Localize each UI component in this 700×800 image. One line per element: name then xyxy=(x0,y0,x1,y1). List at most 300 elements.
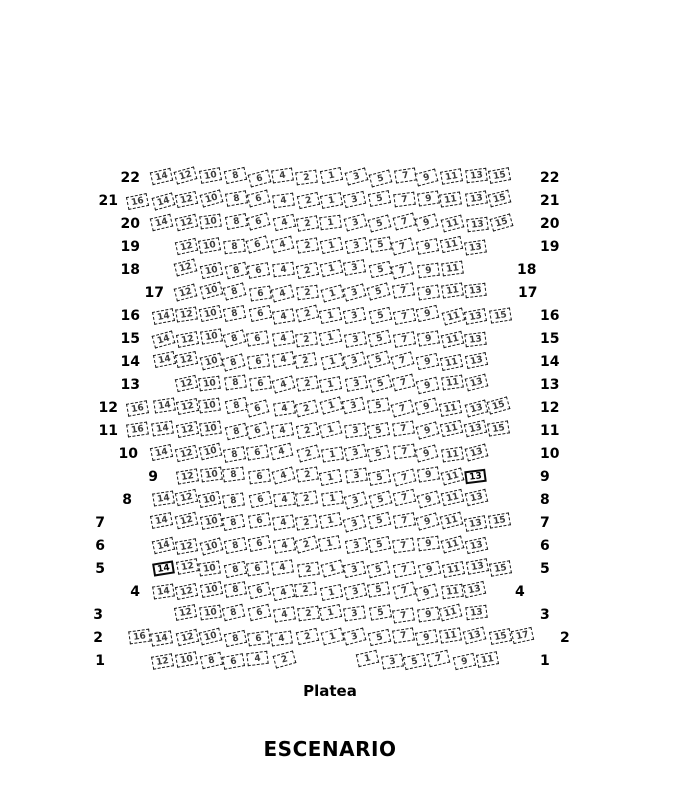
seat[interactable]: 11 xyxy=(441,282,464,298)
seat[interactable]: 11 xyxy=(439,192,462,208)
seat[interactable]: 11 xyxy=(440,354,463,371)
seat[interactable]: 13 xyxy=(465,400,489,418)
seat[interactable]: 6 xyxy=(246,212,270,230)
seat[interactable]: 9 xyxy=(415,377,438,395)
seat[interactable]: 13 xyxy=(464,516,487,533)
seat[interactable]: 14 xyxy=(153,490,176,506)
seat[interactable]: 2 xyxy=(272,651,296,669)
seat[interactable]: 3 xyxy=(345,537,368,554)
seat[interactable]: 15 xyxy=(489,560,512,576)
seat[interactable]: 2 xyxy=(295,490,318,506)
seat[interactable]: 7 xyxy=(393,489,416,506)
seat[interactable]: 10 xyxy=(199,305,222,322)
seat[interactable]: 2 xyxy=(296,467,319,483)
seat[interactable]: 3 xyxy=(342,283,366,301)
seat[interactable]: 2 xyxy=(295,399,319,417)
seat[interactable]: 14 xyxy=(150,513,173,530)
seat[interactable]: 4 xyxy=(272,309,295,325)
seat[interactable]: 10 xyxy=(198,491,221,508)
seat[interactable]: 9 xyxy=(415,584,439,602)
seat[interactable]: 3 xyxy=(343,307,366,324)
seat[interactable]: 12 xyxy=(176,421,199,438)
seat[interactable]: 9 xyxy=(414,398,438,416)
seat[interactable]: 2 xyxy=(296,305,320,323)
seat[interactable]: 5 xyxy=(370,237,393,253)
seat[interactable]: 16 xyxy=(126,421,149,437)
seat[interactable]: 9 xyxy=(416,353,439,370)
seat[interactable]: 14 xyxy=(151,630,174,646)
seat[interactable]: 4 xyxy=(272,262,294,277)
seat[interactable]: 4 xyxy=(272,352,295,368)
seat[interactable]: 12 xyxy=(174,213,197,231)
seat[interactable]: 11 xyxy=(441,488,464,505)
seat[interactable]: 4 xyxy=(270,442,293,460)
seat[interactable]: 1 xyxy=(319,308,342,325)
seat[interactable]: 13 xyxy=(463,627,487,645)
seat[interactable]: 10 xyxy=(199,168,222,185)
seat[interactable]: 1 xyxy=(320,237,343,254)
seat[interactable]: 4 xyxy=(273,492,295,508)
seat[interactable]: 5 xyxy=(369,307,392,324)
seat[interactable]: 10 xyxy=(175,651,198,668)
seat[interactable]: 1 xyxy=(320,192,343,209)
seat[interactable]: 15 xyxy=(487,396,511,414)
seat[interactable]: 5 xyxy=(368,214,392,232)
seat[interactable]: 5 xyxy=(368,170,392,188)
seat[interactable]: 15 xyxy=(488,512,511,528)
seat[interactable]: 9 xyxy=(415,213,439,231)
seat[interactable]: 10 xyxy=(198,237,221,254)
seat[interactable]: 14 xyxy=(150,214,173,232)
seat[interactable]: 7 xyxy=(392,538,415,554)
seat[interactable]: 5 xyxy=(367,351,391,369)
seat[interactable]: 1 xyxy=(319,376,342,393)
seat[interactable]: 10 xyxy=(198,376,221,392)
seat[interactable]: 12 xyxy=(175,539,198,556)
seat[interactable]: 2 xyxy=(296,422,319,439)
seat[interactable]: 6 xyxy=(247,604,270,621)
seat[interactable]: 11 xyxy=(441,308,465,326)
seat[interactable]: 7 xyxy=(393,420,416,436)
seat[interactable]: 8 xyxy=(222,330,246,348)
seat[interactable]: 3 xyxy=(345,467,368,483)
seat[interactable]: 2 xyxy=(297,445,321,463)
seat[interactable]: 4 xyxy=(273,538,296,554)
seat[interactable]: 1 xyxy=(320,260,343,277)
seat[interactable]: 7 xyxy=(391,399,415,417)
seat[interactable]: 16 xyxy=(126,400,149,417)
seat[interactable]: 3 xyxy=(345,375,368,392)
seat[interactable]: 4 xyxy=(246,651,268,666)
seat[interactable]: 4 xyxy=(270,631,293,647)
seat[interactable]: 10 xyxy=(199,604,222,620)
seat[interactable]: 3 xyxy=(343,259,366,275)
seat[interactable]: 11 xyxy=(439,604,463,622)
seat[interactable]: 15 xyxy=(488,167,511,184)
seat[interactable]: 8 xyxy=(224,167,247,184)
seat[interactable]: 4 xyxy=(273,401,296,417)
seat[interactable]: 7 xyxy=(427,650,450,668)
seat[interactable]: 9 xyxy=(418,263,441,279)
seat[interactable]: 8 xyxy=(223,239,245,255)
seat[interactable]: 8 xyxy=(222,493,245,509)
seat[interactable]: 5 xyxy=(369,490,393,508)
seat[interactable]: 12 xyxy=(175,238,198,255)
seat[interactable]: 8 xyxy=(225,262,248,280)
seat[interactable]: 6 xyxy=(249,376,272,392)
seat[interactable]: 13 xyxy=(466,559,489,576)
seat[interactable]: 5 xyxy=(367,581,390,597)
seat[interactable]: 3 xyxy=(344,331,367,347)
seat[interactable]: 1 xyxy=(319,512,342,529)
seat[interactable]: 14 xyxy=(152,309,175,326)
seat[interactable]: 12 xyxy=(176,558,199,575)
seat[interactable]: 2 xyxy=(295,582,317,597)
seat[interactable]: 2 xyxy=(295,514,318,530)
seat[interactable]: 2 xyxy=(296,237,319,253)
seat[interactable]: 11 xyxy=(441,331,464,348)
seat[interactable]: 10 xyxy=(200,538,224,556)
seat[interactable]: 3 xyxy=(343,606,366,622)
seat[interactable]: 10 xyxy=(198,560,221,576)
seat[interactable]: 9 xyxy=(416,238,439,255)
seat[interactable]: 15 xyxy=(489,308,512,324)
seat[interactable]: 11 xyxy=(440,512,464,530)
seat[interactable]: 12 xyxy=(173,258,197,276)
seat[interactable]: 13 xyxy=(465,168,487,184)
seat[interactable]: 5 xyxy=(366,283,390,301)
seat[interactable]: 13 xyxy=(465,283,487,298)
seat[interactable]: 2 xyxy=(296,284,318,300)
seat[interactable]: 11 xyxy=(440,467,464,485)
seat[interactable]: 7 xyxy=(392,213,416,231)
seat[interactable]: 2 xyxy=(296,628,319,645)
seat[interactable]: 8 xyxy=(222,467,245,483)
seat[interactable]: 12 xyxy=(175,306,198,322)
seat[interactable]: 4 xyxy=(273,607,296,623)
seat[interactable]: 2 xyxy=(297,192,320,209)
seat[interactable]: 9 xyxy=(415,168,439,186)
seat[interactable]: 6 xyxy=(249,286,272,302)
seat[interactable]: 4 xyxy=(272,584,295,601)
seat[interactable]: 15 xyxy=(489,628,512,645)
seat[interactable]: 10 xyxy=(200,262,223,279)
seat[interactable]: 2 xyxy=(296,262,319,279)
seat[interactable]: 3 xyxy=(344,213,368,231)
seat[interactable]: 12 xyxy=(175,583,198,600)
seat[interactable]: 8 xyxy=(225,397,248,414)
seat[interactable]: 14 xyxy=(152,583,175,599)
seat[interactable]: 3 xyxy=(342,397,365,414)
seat[interactable]: 4 xyxy=(271,466,295,484)
seat[interactable]: 11 xyxy=(442,561,465,578)
seat[interactable]: 8 xyxy=(223,446,246,463)
seat[interactable]: 13 xyxy=(465,489,488,506)
seat[interactable]: 6 xyxy=(246,399,270,417)
seat[interactable]: 10 xyxy=(200,329,223,345)
seat[interactable]: 9 xyxy=(418,536,441,552)
seat[interactable]: 10 xyxy=(199,421,222,437)
seat[interactable]: 5 xyxy=(366,422,389,439)
seat[interactable]: 13 xyxy=(466,190,489,206)
seat[interactable]: 4 xyxy=(272,514,295,530)
seat[interactable]: 16 xyxy=(128,629,151,645)
seat[interactable]: 14 xyxy=(150,167,173,184)
seat[interactable]: 8 xyxy=(222,353,246,371)
seat[interactable]: 11 xyxy=(476,651,499,668)
seat[interactable]: 12 xyxy=(174,284,198,302)
seat[interactable]: 2 xyxy=(294,535,318,553)
seat[interactable]: 1 xyxy=(321,447,344,463)
seat[interactable]: 1 xyxy=(320,584,343,601)
seat[interactable]: 8 xyxy=(224,581,247,597)
seat[interactable]: 17 xyxy=(511,627,534,644)
seat[interactable]: 13 xyxy=(466,605,488,620)
seat[interactable]: 11 xyxy=(441,584,463,600)
seat[interactable]: 6 xyxy=(248,512,271,528)
seat[interactable]: 5 xyxy=(368,536,391,553)
seat[interactable]: 16 xyxy=(126,193,149,210)
seat[interactable]: 9 xyxy=(415,422,439,440)
seat[interactable]: 6 xyxy=(246,235,270,253)
seat[interactable]: 4 xyxy=(273,214,296,231)
seat[interactable]: 1 xyxy=(321,491,344,507)
seat[interactable]: 12 xyxy=(151,653,174,669)
seat[interactable]: 12 xyxy=(175,512,198,530)
seat[interactable]: 6 xyxy=(247,354,270,370)
seat[interactable]: 13 xyxy=(465,373,489,391)
seat[interactable]: 13 xyxy=(464,420,487,437)
seat[interactable]: 5 xyxy=(369,260,392,277)
seat[interactable]: 2 xyxy=(296,215,319,231)
seat[interactable]: 12 xyxy=(174,191,197,208)
seat[interactable]: 14 xyxy=(153,398,176,414)
seat[interactable]: 9 xyxy=(417,607,440,623)
seat[interactable]: 2 xyxy=(296,332,319,348)
seat[interactable]: 6 xyxy=(222,653,245,670)
seat[interactable]: 7 xyxy=(390,238,414,256)
seat[interactable]: 9 xyxy=(417,491,441,509)
seat[interactable]: 11 xyxy=(442,374,465,390)
seat[interactable]: 12 xyxy=(174,166,198,184)
seat[interactable]: 10 xyxy=(199,628,223,646)
seat[interactable]: 10 xyxy=(200,513,223,530)
seat[interactable]: 12 xyxy=(174,604,197,621)
seat[interactable]: 6 xyxy=(246,444,269,460)
seat[interactable]: 4 xyxy=(271,423,294,439)
seat[interactable]: 15 xyxy=(487,421,510,437)
seat[interactable]: 8 xyxy=(223,305,246,322)
seat[interactable]: 14 xyxy=(150,444,173,461)
seat[interactable]: 8 xyxy=(222,282,246,300)
seat[interactable]: 11 xyxy=(441,214,465,232)
seat[interactable]: 4 xyxy=(271,235,295,253)
seat[interactable]: 7 xyxy=(392,282,415,298)
seat[interactable]: 7 xyxy=(393,561,416,578)
seat[interactable]: 5 xyxy=(369,604,392,620)
seat[interactable]: 5 xyxy=(368,330,391,347)
seat[interactable]: 9 xyxy=(453,653,476,670)
seat[interactable]: 10 xyxy=(200,581,223,598)
seat[interactable]: 1 xyxy=(319,214,341,230)
seat[interactable]: 10 xyxy=(201,466,224,482)
seat[interactable]: 11 xyxy=(440,168,463,184)
seat[interactable]: 7 xyxy=(393,469,417,487)
seat[interactable]: 12 xyxy=(175,488,198,505)
seat[interactable]: 12 xyxy=(175,375,198,392)
seat[interactable]: 1 xyxy=(319,420,343,438)
seat[interactable]: 13 xyxy=(463,581,486,598)
seat[interactable]: 5 xyxy=(367,560,391,578)
seat[interactable]: 14 xyxy=(152,351,175,368)
seat[interactable]: 4 xyxy=(271,168,294,184)
seat[interactable]: 9 xyxy=(416,305,439,322)
seat[interactable]: 9 xyxy=(417,561,440,578)
seat[interactable]: 6 xyxy=(249,491,272,508)
seat[interactable]: 8 xyxy=(224,561,247,578)
seat[interactable]: 11 xyxy=(441,446,464,462)
seat[interactable]: 5 xyxy=(367,444,390,462)
seat[interactable]: 7 xyxy=(391,352,415,370)
seat[interactable]: 12 xyxy=(176,628,199,645)
seat[interactable]: 9 xyxy=(418,331,441,347)
seat[interactable]: 3 xyxy=(344,423,367,439)
seat[interactable]: 13 xyxy=(464,332,486,348)
seat[interactable]: 12 xyxy=(176,332,199,349)
seat[interactable]: 1 xyxy=(320,284,344,302)
seat[interactable]: 13 xyxy=(465,352,488,369)
seat[interactable]: 1 xyxy=(320,167,343,184)
seat[interactable]: 3 xyxy=(343,351,367,369)
seat[interactable]: 6 xyxy=(247,581,270,598)
seat[interactable]: 6 xyxy=(247,170,271,188)
seat[interactable]: 5 xyxy=(368,629,391,646)
seat[interactable]: 7 xyxy=(392,608,415,624)
seat[interactable]: 9 xyxy=(418,190,441,206)
seat[interactable]: 10 xyxy=(199,213,222,229)
seat[interactable]: 11 xyxy=(439,400,462,417)
seat[interactable]: 3 xyxy=(344,583,367,601)
seat[interactable]: 6 xyxy=(248,631,271,647)
seat[interactable]: 15 xyxy=(488,189,512,207)
seat[interactable]: 6 xyxy=(248,468,271,484)
seat[interactable]: 14 xyxy=(152,330,176,348)
seat[interactable]: 7 xyxy=(394,168,417,184)
seat[interactable]: 9 xyxy=(417,466,440,482)
seat[interactable]: 4 xyxy=(272,375,296,393)
seat[interactable]: 9 xyxy=(415,445,439,463)
seat[interactable]: 3 xyxy=(344,492,368,510)
seat[interactable]: 6 xyxy=(249,305,272,322)
seat[interactable]: 3 xyxy=(343,191,366,208)
seat[interactable]: 13 xyxy=(464,240,487,256)
seat[interactable]: 3 xyxy=(344,237,367,254)
seat[interactable]: 11 xyxy=(439,628,462,644)
seat[interactable]: 5 xyxy=(368,512,391,529)
seat[interactable]: 3 xyxy=(342,515,366,533)
seat[interactable]: 7 xyxy=(393,308,416,325)
seat[interactable]: 1 xyxy=(321,628,345,646)
seat[interactable]: 3 xyxy=(343,560,366,577)
seat[interactable]: 8 xyxy=(222,604,245,622)
seat[interactable]: 7 xyxy=(393,331,416,347)
seat[interactable]: 5 xyxy=(367,397,390,413)
seat[interactable]: 10 xyxy=(198,398,221,414)
seat[interactable]: 7 xyxy=(393,512,416,528)
seat[interactable]: 11 xyxy=(441,535,465,553)
seat[interactable]: 7 xyxy=(392,373,416,391)
seat[interactable]: 5 xyxy=(368,374,392,392)
seat[interactable]: 10 xyxy=(199,442,222,460)
seat[interactable]: 4 xyxy=(271,285,295,303)
seat[interactable]: 8 xyxy=(224,374,247,390)
seat[interactable]: 6 xyxy=(246,561,269,577)
seat[interactable]: 1 xyxy=(319,604,342,621)
seat[interactable]: 1 xyxy=(318,329,341,346)
seat[interactable]: 1 xyxy=(320,397,344,415)
seat[interactable]: 8 xyxy=(224,630,247,647)
seat[interactable]: 10 xyxy=(200,353,224,371)
seat[interactable]: 14 xyxy=(152,192,176,210)
seat[interactable]: 6 xyxy=(246,331,269,347)
seat[interactable]: 8 xyxy=(224,537,247,554)
seat[interactable]: 8 xyxy=(225,191,248,207)
seat[interactable]: 9 xyxy=(415,513,439,531)
seat[interactable]: 13 xyxy=(466,217,488,232)
seat[interactable]: 8 xyxy=(225,213,248,230)
seat[interactable]: 11 xyxy=(440,420,463,437)
seat[interactable]: 1 xyxy=(318,535,341,552)
seat[interactable]: 14 xyxy=(152,560,175,576)
seat[interactable]: 7 xyxy=(393,191,416,207)
seat[interactable]: 10 xyxy=(199,190,223,208)
seat[interactable]: 6 xyxy=(247,189,271,207)
seat[interactable]: 4 xyxy=(272,193,295,209)
seat[interactable]: 7 xyxy=(392,628,415,644)
seat[interactable]: 6 xyxy=(247,262,270,279)
seat[interactable]: 1 xyxy=(319,469,342,486)
seat[interactable]: 5 xyxy=(403,652,426,669)
seat[interactable]: 12 xyxy=(176,469,199,485)
seat[interactable]: 3 xyxy=(344,167,368,185)
seat[interactable]: 9 xyxy=(415,629,438,646)
seat[interactable]: 3 xyxy=(381,653,404,669)
seat[interactable]: 2 xyxy=(294,352,317,368)
seat[interactable]: 12 xyxy=(176,398,199,415)
seat[interactable]: 4 xyxy=(273,331,296,347)
seat[interactable]: 1 xyxy=(356,650,379,667)
seat[interactable]: 15 xyxy=(489,214,513,232)
seat[interactable]: 7 xyxy=(393,581,417,599)
seat[interactable]: 5 xyxy=(368,470,391,487)
seat[interactable]: 6 xyxy=(246,421,270,439)
seat[interactable]: 2 xyxy=(297,561,320,577)
seat[interactable]: 2 xyxy=(295,170,318,186)
seat[interactable]: 14 xyxy=(152,537,175,554)
seat[interactable]: 6 xyxy=(248,535,271,552)
seat[interactable]: 1 xyxy=(321,352,344,369)
seat[interactable]: 7 xyxy=(391,261,415,279)
seat[interactable]: 1 xyxy=(321,560,345,578)
seat[interactable]: 7 xyxy=(393,444,416,460)
seat[interactable]: 13 xyxy=(464,444,488,462)
seat[interactable]: 11 xyxy=(441,261,464,277)
seat[interactable]: 5 xyxy=(368,190,391,207)
seat[interactable]: 13 xyxy=(465,537,488,554)
seat[interactable]: 13 xyxy=(464,469,486,485)
seat[interactable]: 12 xyxy=(175,445,198,462)
seat[interactable]: 8 xyxy=(225,422,248,440)
